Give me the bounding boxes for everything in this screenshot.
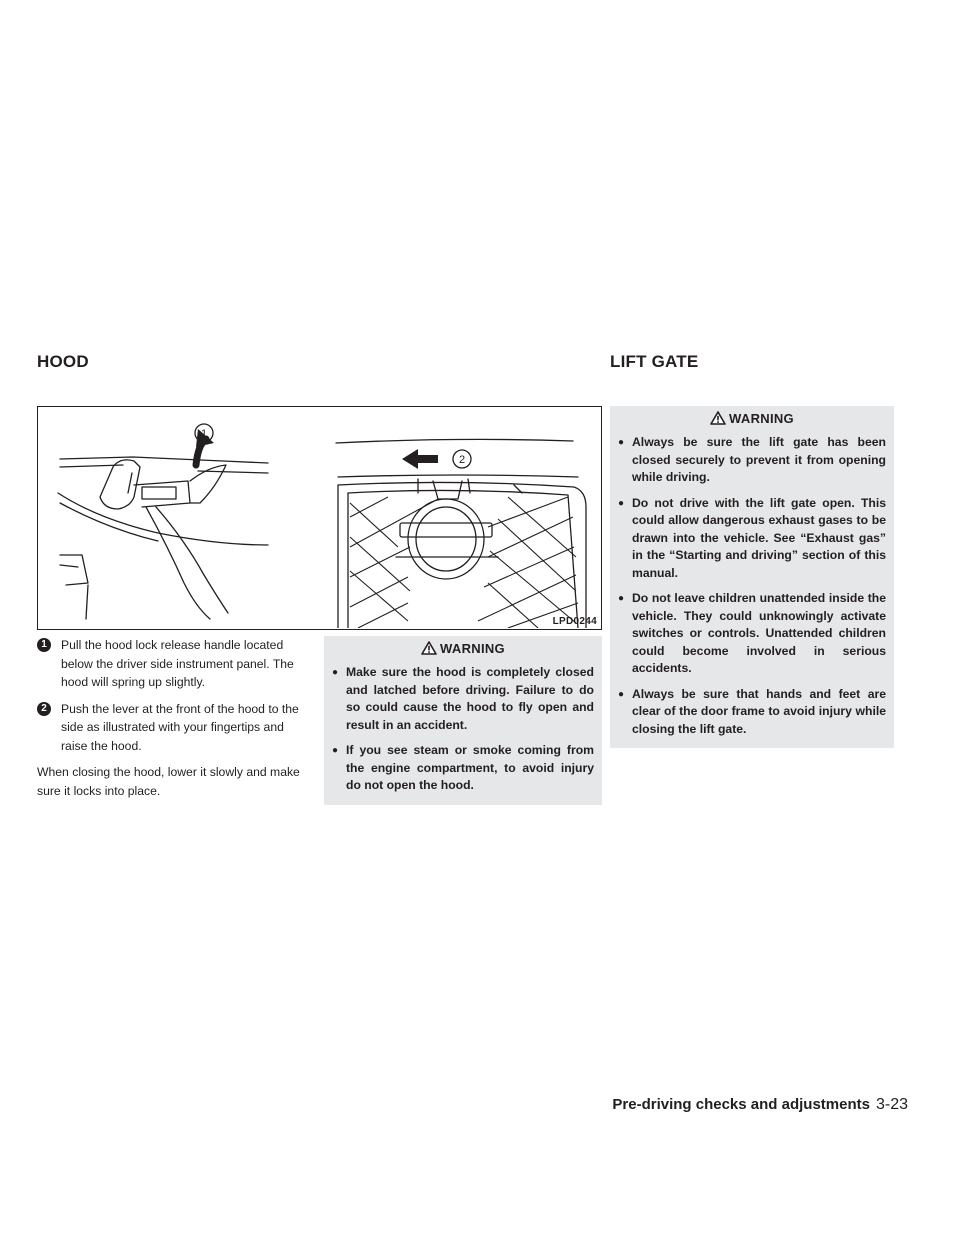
page-number: 3-23: [875, 1096, 908, 1113]
warning-heading-text: WARNING: [729, 410, 794, 426]
step-text: Push the lever at the front of the hood to the side as illustrated with your fingertips and raise the hood.: [61, 701, 299, 753]
callout-2-label: 2: [458, 454, 466, 466]
warning-heading-text: WARNING: [440, 640, 505, 656]
warning-heading: [610, 406, 894, 430]
hood-step-2: [37, 700, 305, 756]
warning-triangle-icon: [421, 641, 437, 655]
warning-list: [324, 660, 602, 805]
warning-triangle-icon: [710, 411, 726, 425]
step-number-badge: 1: [37, 638, 51, 652]
warning-heading: [324, 636, 602, 660]
lift-gate-section-title: LIFT GATE: [610, 352, 699, 371]
hood-section-title: HOOD: [37, 352, 89, 371]
hood-release-illustration: [37, 406, 602, 630]
warning-item: ● Do not drive with the lift gate open. This could allow dangerous exhaust gases to be drawn into the vehicle. See “Exhaust gas” in the “Starting and driving” section of this manual.: [618, 495, 886, 583]
page-footer: [612, 1096, 908, 1114]
hood-closing-note: When closing the hood, lower it slowly and make sure it locks into place.: [37, 765, 300, 798]
lift-gate-warning-box: [610, 406, 894, 748]
warning-item: ● If you see steam or smoke coming from the engine compartment, to avoid injury do not open the hood.: [332, 742, 594, 795]
callout-1-label: 1: [200, 428, 208, 440]
footer-section-name: Pre-driving checks and adjustments: [612, 1096, 870, 1113]
figure-code: LPD0244: [552, 616, 597, 627]
warning-item: ● Do not leave children unattended inside the vehicle. They could unknowingly activate switches or controls. Unattended children could become involved in serious accidents.: [618, 590, 886, 678]
hood-step-1: [37, 636, 305, 692]
warning-list: [610, 430, 894, 748]
warning-item: ● Make sure the hood is completely closed and latched before driving. Failure to do so could cause the hood to fly open and result in an accident.: [332, 664, 594, 734]
warning-item: ● Always be sure the lift gate has been closed securely to prevent it from opening while driving.: [618, 434, 886, 487]
warning-item: ● Always be sure that hands and feet are clear of the door frame to avoid injury while closing the lift gate.: [618, 686, 886, 739]
hood-instructions: [37, 636, 305, 800]
hood-illustration-drawing: [38, 407, 600, 628]
step-text: Pull the hood lock release handle located below the driver side instrument panel. The hood will spring up slightly.: [61, 638, 294, 689]
step-number-badge: 2: [37, 702, 51, 716]
hood-warning-box: [324, 636, 602, 805]
